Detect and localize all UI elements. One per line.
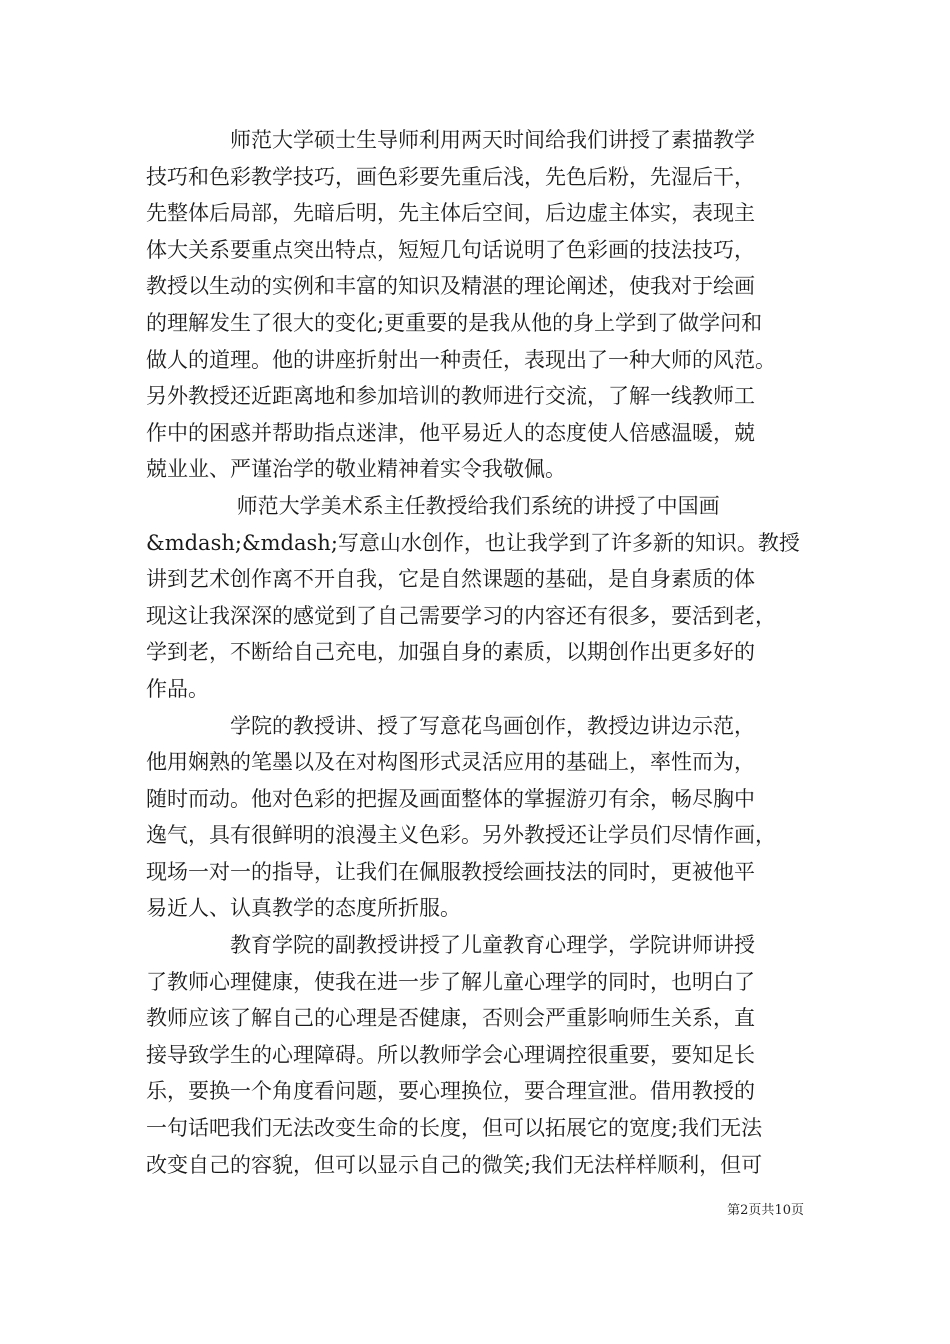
text-line-23: 教育学院的副教授讲授了儿童教育心理学，学院讲师讲授 [146,933,755,958]
text-line-3: 先整体后局部，先暗后明，先主体后空间，后边虚主体实，表现主 [146,201,755,226]
document-body [146,122,808,1183]
text-line-19: 随时而动。他对色彩的把握及画面整体的掌握游刃有余，畅尽胸中 [146,786,755,811]
text-line-7: 做人的道理。他的讲座折射出一种责任，表现出了一种大师的风范。 [146,347,776,372]
text-line-18: 他用娴熟的笔墨以及在对构图形式灵活应用的基础上，率性而为， [146,750,755,775]
text-line-25: 教师应该了解自己的心理是否健康，否则会严重影响师生关系，直 [146,1006,755,1031]
text-line-21: 现场一对一的指导，让我们在佩服教授绘画技法的同时，更被他平 [146,859,755,884]
text-line-8: 另外教授还近距离地和参加培训的教师进行交流，了解一线教师工 [146,384,755,409]
footer-total-pages: 10 [774,1203,791,1218]
text-line-13: 讲到艺术创作离不开自我，它是自然课题的基础，是自身素质的体 [146,567,755,592]
text-line-17: 学院的教授讲、授了写意花鸟画创作，教授边讲边示范， [146,713,755,738]
text-line-6: 的理解发生了很大的变化;更重要的是我从他的身上学到了做学问和 [146,310,763,335]
text-line-12: &mdash;&mdash;写意山水创作，也让我学到了许多新的知识。教授 [146,530,800,555]
text-line-16: 作品。 [146,676,209,701]
text-line-11: 师范大学美术系主任教授给我们系统的讲授了中国画 [146,493,720,518]
text-line-20: 逸气，具有很鲜明的浪漫主义色彩。另外教授还让学员们尽情作画， [146,823,776,848]
text-line-2: 技巧和色彩教学技巧，画色彩要先重后浅，先色后粉，先湿后干， [146,164,755,189]
text-line-4: 体大关系要重点突出特点，短短几句话说明了色彩画的技法技巧， [146,237,755,262]
text-line-28: 一句话吧我们无法改变生命的长度，但可以拓展它的宽度;我们无法 [146,1116,763,1141]
footer-prefix: 第 [727,1203,741,1218]
page-number-footer [727,1203,804,1219]
text-line-14: 现这让我深深的感觉到了自己需要学习的内容还有很多，要活到老， [146,603,776,628]
text-line-1: 师范大学硕士生导师利用两天时间给我们讲授了素描教学 [146,128,755,152]
text-line-27: 乐，要换一个角度看问题，要心理换位，要合理宣泄。借用教授的 [146,1079,755,1104]
text-line-10: 兢业业、严谨治学的敬业精神着实令我敬佩。 [146,457,566,482]
text-line-15: 学到老，不断给自己充电，加强自身的素质，以期创作出更多好的 [146,640,755,665]
text-line-5: 教授以生动的实例和丰富的知识及精湛的理论阐述，使我对于绘画 [146,274,755,299]
text-line-9: 作中的困惑并帮助指点迷津，他平易近人的态度使人倍感温暖，兢 [146,420,755,445]
text-line-22: 易近人、认真教学的态度所折服。 [146,896,461,921]
footer-middle: 页共 [748,1203,775,1218]
text-line-29: 改变自己的容貌，但可以显示自己的微笑;我们无法样样顺利，但可 [146,1152,763,1177]
footer-current-page: 2 [740,1203,749,1218]
text-line-26: 接导致学生的心理障碍。所以教师学会心理调控很重要，要知足长 [146,1042,755,1067]
footer-suffix: 页 [790,1203,804,1218]
text-line-24: 了教师心理健康，使我在进一步了解儿童心理学的同时，也明白了 [146,969,755,994]
